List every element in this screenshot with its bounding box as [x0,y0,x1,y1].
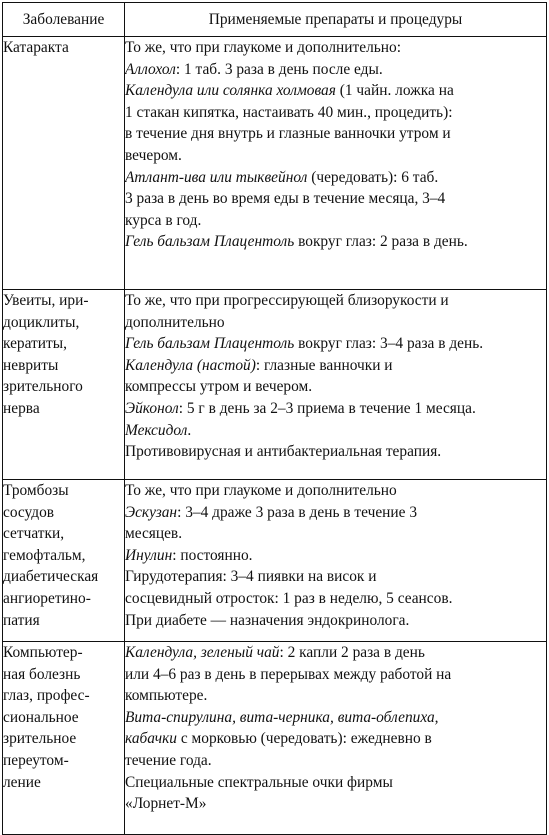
drug-name: Гель бальзам Плацентоль [125,335,295,353]
header-disease: Заболевание [3,3,125,37]
drug-name: Инулин [125,546,173,564]
treatment-cell [125,290,547,480]
disease-line: сосудов [3,503,55,521]
disease-line: доциклиты, [3,313,80,331]
treatment-line: компьютере. [125,687,208,705]
treatment-line: или 4–6 раз в день в перерывах между работой на [125,665,452,683]
disease-line: невриты [3,356,59,374]
treatment-line: Эйконол: 5 г в день за 2–3 приема в течение 1 месяца. [125,399,476,417]
disease-line: сетчатки, [3,525,65,543]
disease-line: нерва [3,399,40,417]
disease-line: зрительного [3,378,83,396]
drug-name: Аллохол [125,60,176,78]
treatment-cell [125,37,547,290]
drug-name: Мексидол [125,421,188,439]
disease-line: ная болезнь [3,665,81,683]
treatment-line: месяцев. [125,525,183,543]
treatment-line: Мексидол. [125,421,192,439]
treatment-line [125,707,546,729]
treatment-line: Гель бальзам Плацентоль вокруг глаз: 3–4 раза в день. [125,335,484,353]
disease-line: переутом- [3,751,69,769]
treatment-line: Гирудотерапия: 3–4 пиявки на висок и [125,568,377,586]
treatment-line: Инулин: постоянно. [125,546,253,564]
table-row [3,642,547,835]
drug-name: Вита-спирулина, вита-черника, вита-облепиха, [125,708,439,726]
disease-line: зрительное [3,730,77,748]
treatment-cell [125,642,547,835]
treatment-line: То же, что при прогрессирующей близорукости и [125,292,449,309]
disease-line: Тромбозы [3,482,69,499]
treatment-line: Календула, зеленый чай: 2 капли 2 раза в день [125,644,425,661]
disease-cell [3,642,125,835]
disease-line: Увеиты, ири- [3,292,89,309]
disease-line: Компьютер- [3,644,83,661]
disease-cell [3,290,125,480]
table-row [3,290,547,480]
drug-name: Эскузан [125,503,178,521]
disease-line: патия [3,611,40,629]
disease-line: ление [3,773,41,791]
drug-name: Эйконол [125,399,179,417]
treatment-line: Аллохол: 1 таб. 3 раза в день после еды. [125,60,383,78]
treatment-line: 1 стакан кипятка, настаивать 40 мин., процедить): [125,103,453,121]
disease-cell [3,480,125,642]
disease-line: кератиты, [3,335,67,353]
header-treatment: Применяемые препараты и процедуры [125,3,547,37]
drug-name: Календула, зеленый чай [125,644,280,661]
treatment-line: течение года. [125,751,212,769]
disease-cell [3,37,125,290]
treatment-line: вечером. [125,146,182,164]
treatment-line: компрессы утром и вечером. [125,378,313,396]
treatment-line: кабачки с морковью (чередовать): ежедневно в [125,730,432,748]
treatment-line: Эскузан: 3–4 драже 3 раза в день в течение 3 [125,503,418,521]
treatment-line: Гель бальзам Плацентоль вокруг глаз: 2 раза в день. [125,233,468,251]
drug-name: Гель бальзам Плацентоль [125,233,295,251]
treatment-line: При диабете — назначения эндокринолога. [125,611,410,629]
treatment-line: Атлант-ива или тыквейнол (чередовать): 6 таб. [125,168,439,186]
treatment-line: сосцевидный отросток: 1 раз в неделю, 5 сеансов. [125,589,453,607]
drug-name: Календула или солянка холмовая [125,82,336,100]
treatment-cell [125,480,547,642]
treatment-line: дополнительно [125,313,225,331]
treatment-line: курса в год. [125,211,202,229]
disease-line: сиональное [3,708,79,726]
header-row [3,3,547,37]
treatment-line: в течение дня внутрь и глазные ванночки утром и [125,125,451,143]
treatment-line: «Лорнет-М» [125,795,207,813]
drug-name: Атлант-ива или тыквейнол [125,168,308,186]
treatment-line: 3 раза в день во время еды в течение месяца, 3–4 [125,190,446,208]
drug-name: Календула (настой) [125,356,256,374]
treatment-line: То же, что при глаукоме и дополнительно [125,482,397,499]
treatment-line: То же, что при глаукоме и дополнительно: [125,39,401,56]
treatment-line: Календула или солянка холмовая (1 чайн. ложка на [125,82,454,100]
disease-line: ангиоретино- [3,589,91,607]
disease-line: диабетическая [3,568,99,586]
drug-name: кабачки [125,730,177,748]
treatment-line: Специальные спектральные очки фирмы [125,773,393,791]
treatment-line: Календула (настой): глазные ванночки и [125,356,393,374]
disease-line: Катаракта [3,39,69,56]
treatment-line: Противовирусная и антибактериальная терапия. [125,443,442,461]
treatment-table [2,2,547,835]
disease-line: гемофтальм, [3,546,86,564]
table-row [3,480,547,642]
disease-line: глаз, профес- [3,687,90,705]
table-row [3,37,547,290]
